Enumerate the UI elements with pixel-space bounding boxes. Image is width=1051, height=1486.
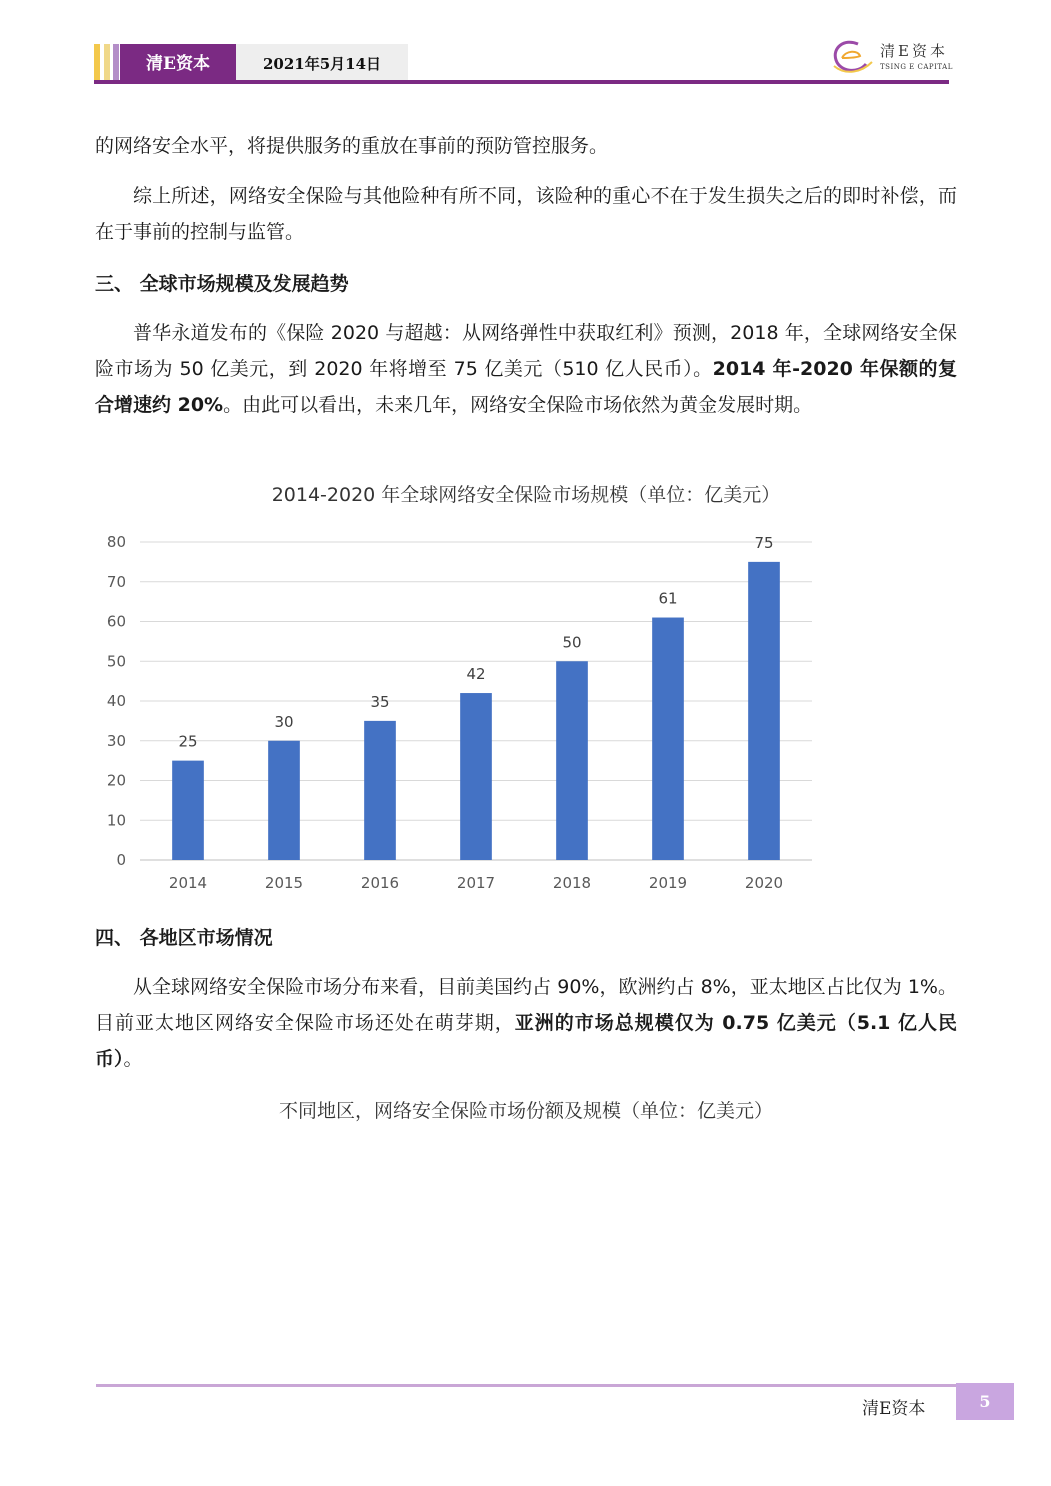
data-label: 50 [562,633,582,652]
bar [460,693,492,860]
x-tick-label: 2014 [168,874,208,892]
bar [556,661,588,860]
paragraph-bold-text: 2014 年-2020 年保额的复合增速约 20% [95,358,957,416]
header-accent-bar [104,44,110,84]
bar-chart [95,520,825,900]
data-label: 61 [658,589,678,608]
header-rule [94,80,949,84]
paragraph-continuation: 的网络安全水平，将提供服务的重放在事前的预防管控服务。 [95,135,609,157]
section-heading-3: 三、 全球市场规模及发展趋势 [95,273,349,295]
paragraph-text: 。由此可以看出，未来几年，网络安全保险市场依然为黄金发展时期。 [223,394,813,416]
bar [172,761,204,860]
y-tick-label: 10 [106,811,126,830]
bar [652,618,684,860]
chart-title: 2014-2020 年全球网络安全保险市场规模（单位：亿美元） [271,484,781,506]
x-tick-label: 2016 [360,874,400,892]
logo-text-cn: 清E资本 [880,42,948,60]
logo-text-en: TSING E CAPITAL [880,63,953,71]
page-number: 5 [956,1383,1014,1420]
y-tick-label: 40 [106,692,126,710]
paragraph-regional-share [95,969,957,1077]
header-accent-bar [113,44,119,84]
x-tick-label: 2015 [264,874,304,892]
section-heading-4: 四、 各地区市场情况 [95,927,273,949]
header-brand: 清E资本 [120,44,236,84]
x-tick-label: 2020 [744,874,784,892]
y-tick-label: 70 [106,572,126,591]
header-date: 2021年5月14日 [236,44,408,84]
paragraph-summary: 综上所述，网络安全保险与其他险种有所不同，该险种的重心不在于发生损失之后的即时补偿，而在于事前的控制与监管。 [95,185,957,243]
data-label: 75 [754,533,774,552]
footer-rule [96,1384,956,1387]
x-tick-label: 2018 [552,874,592,892]
paragraph-text: 从全球网络安全保险市场分布来看，目前美国约占 90%，欧洲约占 8%，亚太地区占比仅为 1%。目前亚太地区网络安全保险市场还处在萌芽期， [95,976,957,1034]
x-tick-label: 2017 [456,874,496,892]
data-label: 25 [178,732,198,751]
chart-caption: 不同地区，网络安全保险市场份额及规模（单位：亿美元） [278,1100,773,1122]
data-label: 42 [466,665,486,684]
paragraph-market-size [95,315,957,423]
data-label: 35 [370,692,390,711]
y-tick-label: 20 [106,771,126,790]
bar [364,721,396,860]
header-accent-bar [94,44,100,84]
bar [748,562,780,860]
paragraph-bold-text: 亚洲的市场总规模仅为 0.75 亿美元（5.1 亿人民币） [95,1012,957,1070]
paragraph-text: 。 [123,1048,143,1070]
y-tick-label: 0 [116,851,126,869]
y-tick-label: 30 [106,731,126,750]
footer-brand: 清E资本 [862,1399,926,1419]
y-tick-label: 50 [106,652,126,671]
x-tick-label: 2019 [648,874,688,892]
y-tick-label: 80 [106,533,126,551]
data-label: 30 [274,712,294,731]
bar [268,741,300,860]
y-tick-label: 60 [106,612,126,631]
paragraph-text: 普华永道发布的《保险 2020 与超越：从网络弹性中获取红利》预测，2018 年，全球网络安全保险市场为 50 亿美元，到 2020 年将增至 75 亿美元（510 亿人民币）。 [95,322,957,380]
